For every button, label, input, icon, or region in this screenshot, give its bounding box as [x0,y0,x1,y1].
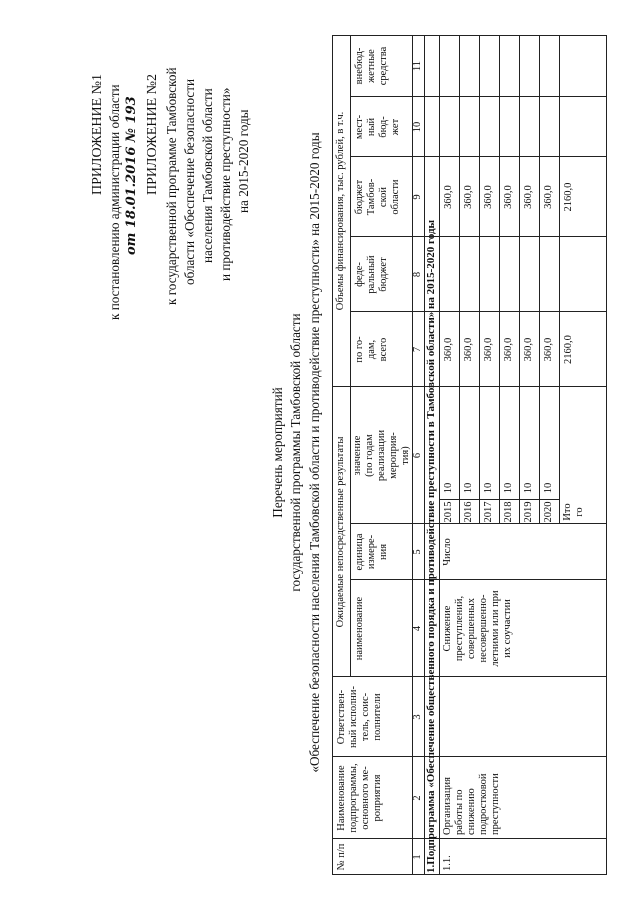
appendix2-line: к государственной программе Тамбовской [164,67,179,305]
value-cell: 10 [503,482,514,494]
appendix2-line: области «Обеспечение безопасности [182,78,197,285]
result-unit: Число [442,538,453,566]
header-responsible: Ответствен- ный исполни- тель, соис- полнители [336,686,383,748]
regional-cell: 360,0 [443,185,454,209]
header-federal: феде- ральный бюджет [354,255,389,294]
total-cell: 360,0 [543,337,554,362]
col-number: 1 [412,854,423,860]
header-unit: единица измере- ния [354,533,389,571]
doc-title: Перечень мероприятий [270,387,285,518]
itogo-label: Ито го [562,503,585,521]
col-number: 10 [412,121,423,133]
col-number: 7 [412,346,423,353]
total-cell: 360,0 [523,337,534,362]
col-number: 5 [412,549,423,555]
value-cell: 10 [543,482,554,494]
row-number: 1.1. [442,855,453,871]
value-cell: 10 [523,482,534,494]
regional-cell: 360,0 [523,185,534,209]
doc-title: государственной программы Тамбовской области [288,313,303,592]
result-name: Снижение преступлений, совершенных несовершенно- летними или при их соучастии [442,590,513,667]
appendix2-line: на 2015-2020 годы [236,109,251,213]
header-name: Наименование подпрограммы, основного ме- роприятия [336,763,383,833]
header-total: по го- дам, всего [354,336,389,363]
header-local: мест- ный бюд- жет [354,114,401,140]
year-cell: 2020 [543,501,554,523]
itogo-total: 2160,0 [563,335,574,364]
measures-table [332,35,607,875]
col-number: 6 [412,452,423,459]
header-results: Ожидаемые непосредственные результаты [335,436,346,628]
appendix2-line: населения Тамбовской области [200,88,215,263]
year-cell: 2017 [483,501,494,523]
col-number: 9 [412,194,423,200]
year-cell: 2018 [503,501,514,523]
total-cell: 360,0 [463,337,474,362]
measure-name: Организация работы по снижению подростковой преступности [442,773,501,835]
appendix2-line: и противодействие преступности» [218,87,233,281]
appendix2-title: ПРИЛОЖЕНИЕ №2 [145,74,160,195]
year-cell: 2015 [443,501,454,523]
value-cell: 10 [483,482,494,494]
header-result-name: наименование [354,596,365,661]
regional-cell: 360,0 [463,185,474,209]
header-value: значение (по годам реализации мероприя- тия) [352,429,411,482]
header-financing: Объемы финансирования, тыс. рублей, в т.ч. [335,111,346,311]
regional-cell: 360,0 [543,185,554,209]
col-number: 3 [412,714,423,720]
header-extrabudget: внебюд- жетные средства [354,46,389,86]
col-number: 8 [412,271,423,278]
col-number: 11 [412,60,423,72]
header-no: № п/п [336,843,347,871]
itogo-regional: 2160,0 [563,182,574,212]
header-regional: бюджет Тамбов- ской области [354,178,401,216]
doc-title: «Обеспечение безопасности населения Тамбовской области и противодействие преступности» на 2015-2020 годы [307,132,322,773]
value-cell: 10 [443,482,454,494]
regional-cell: 360,0 [483,185,494,209]
total-cell: 360,0 [443,337,454,362]
appendix1-text: к постановлению администрации области [107,84,122,320]
col-number: 4 [412,625,423,632]
col-number: 2 [412,795,423,801]
total-cell: 360,0 [503,337,514,362]
total-cell: 360,0 [483,337,494,362]
year-cell: 2016 [463,501,474,523]
regional-cell: 360,0 [503,185,514,209]
appendix1-title: ПРИЛОЖЕНИЕ №1 [90,74,105,195]
year-cell: 2019 [523,501,534,523]
value-cell: 10 [463,482,474,494]
subprogram-title: 1.Подпрограмма «Обеспечение общественного порядка и противодействие преступности в Тамбовской области» на 2015-2020 годы [425,219,437,873]
appendix1-signature: от 18.01.2016 № 193 [124,96,139,255]
